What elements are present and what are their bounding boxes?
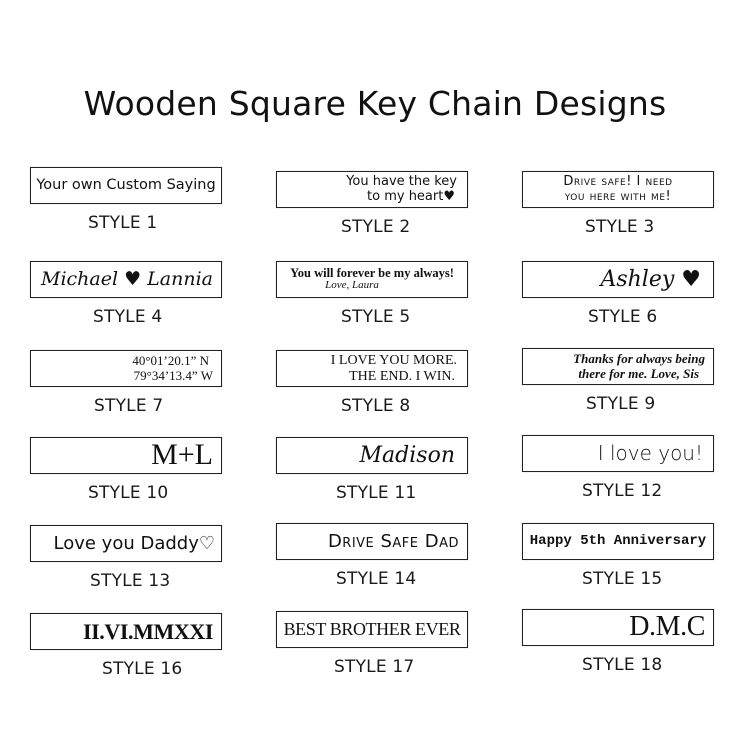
keychain-plate [522,261,714,298]
page-title: Wooden Square Key Chain Designs [83,84,667,123]
engraving-text: 79°34’13.4” W [133,367,213,383]
style-card-12[interactable] [522,435,716,501]
style-card-6[interactable] [522,261,716,327]
engraving-text: You will forever be my always! [290,265,454,280]
keychain-plate [30,525,222,562]
keychain-plate [522,348,714,385]
keychain-plate [30,350,222,387]
keychain-plate [276,350,468,387]
style-card-18[interactable] [522,609,716,675]
style-card-10[interactable] [30,437,224,503]
engraving-text: 40°01’20.1” N [132,353,209,369]
engraving-text: M+L [151,438,213,472]
style-card-17[interactable] [276,611,470,677]
keychain-plate [276,171,468,208]
style-card-15[interactable] [522,523,716,589]
engraving-text: Drive Safe Dad [327,530,459,552]
engraving-text: Love, Laura [325,279,379,292]
keychain-plate [522,435,714,472]
style-card-7[interactable] [30,350,224,416]
keychain-plate [276,437,468,474]
style-card-14[interactable] [276,523,470,589]
engraving-text: to my heart♥ [367,188,455,204]
style-card-8[interactable] [276,350,470,416]
engraving-text: Happy 5th Anniversary [529,532,707,549]
style-card-16[interactable] [30,613,224,679]
style-label: STYLE 6 [588,307,658,327]
keychain-plate [276,611,468,648]
keychain-plate [522,171,714,208]
keychain-plate [522,609,714,646]
style-label: STYLE 1 [88,213,158,233]
style-label: STYLE 18 [582,655,663,675]
style-label: STYLE 15 [582,569,663,589]
style-label: STYLE 4 [93,307,163,327]
style-label: STYLE 9 [586,394,656,414]
style-card-9[interactable] [522,348,716,414]
engraving-text: there for me. Love, Sis [578,365,699,381]
keychain-plate [276,261,468,298]
style-label: STYLE 8 [341,396,411,416]
keychain-plate [30,167,222,204]
style-label: STYLE 3 [585,217,655,237]
engraving-text: You have the key [346,174,457,190]
style-label: STYLE 11 [336,483,417,503]
engraving-text: Madison [359,442,455,468]
engraving-text: Ashley ♥ [600,266,701,292]
engraving-text: I love you! [597,440,703,465]
style-card-13[interactable] [30,525,224,591]
engraving-text: you here with me! [564,188,672,204]
style-card-1[interactable] [30,167,224,233]
engraving-text: Love you Daddy♡ [53,532,215,554]
engraving-text: Thanks for always being [573,351,705,367]
keychain-plate [30,613,222,650]
engraving-text: Drive safe! I need [563,174,673,190]
style-label: STYLE 12 [582,481,663,501]
style-card-3[interactable] [522,171,716,237]
style-label: STYLE 14 [336,569,417,589]
style-label: STYLE 7 [94,396,164,416]
engraving-text: BEST BROTHER EVER [283,618,461,639]
style-card-2[interactable] [276,171,470,237]
keychain-plate [276,523,468,560]
engraving-text: Your own Custom Saying [36,176,216,193]
engraving-text: Michael ♥ Lannia [41,268,213,291]
keychain-plate [30,261,222,298]
engraving-text: I LOVE YOU MORE. [330,353,457,369]
keychain-plate [522,523,714,560]
style-label: STYLE 16 [102,659,183,679]
keychain-plate [30,437,222,474]
style-card-4[interactable] [30,261,224,327]
engraving-text: II.VI.MMXXI [82,618,213,644]
engraving-text: D.M.C [629,611,705,643]
style-label: STYLE 2 [341,217,411,237]
engraving-text: THE END. I WIN. [349,368,455,384]
style-card-5[interactable] [276,261,470,327]
style-card-11[interactable] [276,437,470,503]
style-label: STYLE 17 [334,657,415,677]
style-label: STYLE 10 [88,483,169,503]
style-label: STYLE 5 [341,307,411,327]
style-label: STYLE 13 [90,571,171,591]
